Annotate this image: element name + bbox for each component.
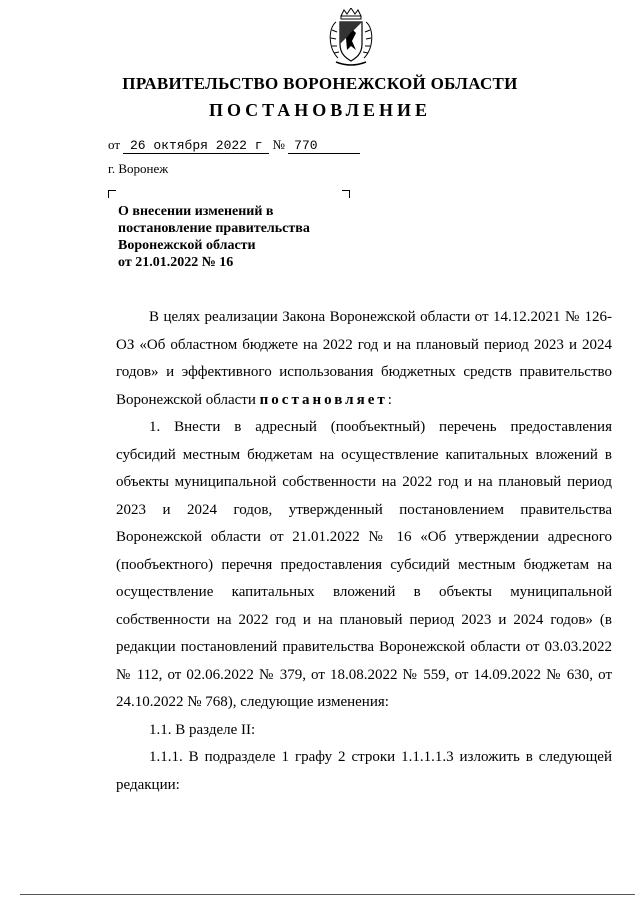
subject-corner-right [342, 190, 350, 198]
document-number: 770 [288, 139, 360, 154]
document-date: 26 октября 2022 г [123, 139, 269, 154]
item-1-paragraph: 1. Внести в адресный (пообъектный) перечень предоставления субсидий местным бюджетам на осуществление капитальных вложений в объекты муниципальной собственности на 2022 год и на плановый период 2023 и 2024 годов, утвержденный постановлением правительства Воронежской области от 21.01.2022 № 16 «Об утверждении адресного (пообъектного) перечня предоставления субсидий местным бюджетам на осуществление капитальных вложений в объекты муниципальной собственности на 2022 год и на плановый период 2023 и 2024 годов» (в редакции постановлений правительства Воронежской области от 03.03.2022 № 112, от 02.06.2022 № 379, от 18.08.2022 № 559, от 14.09.2022 № 630, от 24.10.2022 № 768), следующие изменения: [116, 419, 612, 710]
government-title: ПРАВИТЕЛЬСТВО ВОРОНЕЖСКОЙ ОБЛАСТИ [122, 74, 518, 93]
item-1-1-paragraph: 1.1. В разделе II: [149, 721, 256, 738]
document-type: ПОСТАНОВЛЕНИЕ [208, 100, 432, 120]
document-subject [118, 203, 358, 271]
subject-line: О внесении изменений в [118, 204, 274, 219]
preamble-text: В целях реализации Закона Воронежской области от 14.12.2021 № 126-ОЗ «Об областном бюджете на 2022 год и на плановый период 2023 и 2024 годов» и эффективного использования бюджетных средств правительство Воронежской области [116, 309, 612, 408]
decree-colon: : [387, 391, 392, 408]
city: г. Воронеж [108, 161, 169, 176]
coat-of-arms-icon [326, 8, 376, 68]
preamble-paragraph [116, 304, 612, 414]
item-1-1-1-paragraph: 1.1.1. В подразделе 1 графу 2 строки 1.1.1.1.3 изложить в следующей редакции: [116, 749, 612, 793]
subject-line: от 21.01.2022 № 16 [118, 255, 234, 270]
page-bottom-line [20, 894, 635, 895]
date-line [108, 137, 360, 154]
decree-word: постановляет [259, 391, 388, 408]
subject-corner-left [108, 190, 116, 198]
subject-line: Воронежской области [118, 238, 256, 253]
subject-line: постановление правительства [118, 221, 310, 236]
document-body [116, 304, 612, 799]
date-prefix: от [108, 137, 121, 152]
number-sign: № [272, 137, 285, 152]
